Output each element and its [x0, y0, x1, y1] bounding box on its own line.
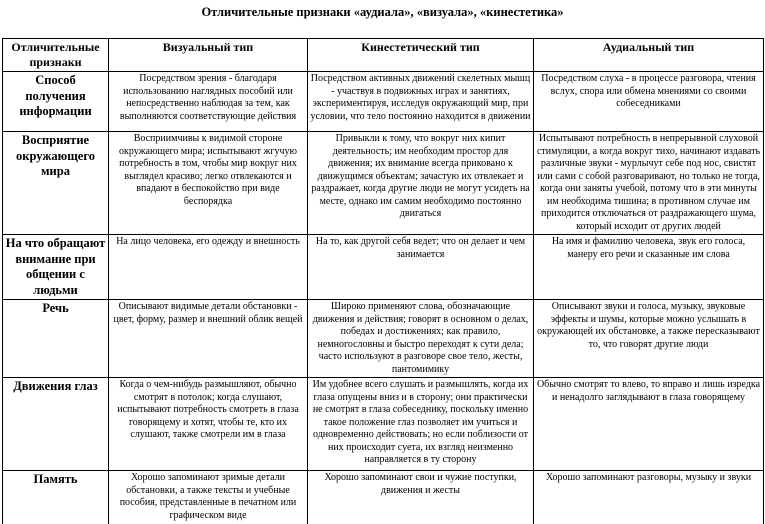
cell-kinesthetic: На то, как другой себя ведет; что он делает и чем занимается: [308, 235, 534, 300]
table-header-row: [3, 39, 764, 72]
cell-visual: Хорошо запоминают зримые детали обстановки, а также тексты и учебные пособия, представленные в печатном или графическом виде: [109, 471, 308, 524]
col-header-visual: Визуальный тип: [109, 39, 308, 72]
traits-table: [2, 38, 764, 524]
col-header-auditory: Аудиальный тип: [534, 39, 764, 72]
cell-kinesthetic: Широко применяют слова, обозначающие движения и действия; говорят в основном о делах, победах и достижениях; как правило, немногословны и быстро переходят к сути дела; часто используют в разговоре свое тело, жесты, пантомимику: [308, 300, 534, 378]
cell-visual: На лицо человека, его одежду и внешность: [109, 235, 308, 300]
cell-kinesthetic: Хорошо запоминают свои и чужие поступки, движения и жесты: [308, 471, 534, 524]
table-row-world-perception: [3, 132, 764, 235]
table-row-communication-attention: [3, 235, 764, 300]
row-feature-label: Речь: [3, 300, 109, 378]
cell-auditory: Обычно смотрят то влево, то вправо и лишь изредка и ненадолго заглядывают в глаза говорящему: [534, 378, 764, 471]
col-header-features: Отличительные признаки: [3, 39, 109, 72]
cell-visual: Описывают видимые детали обстановки - цвет, форму, размер и внешний облик вещей: [109, 300, 308, 378]
table-row-information-source: [3, 72, 764, 132]
col-header-kinesthetic: Кинестетический тип: [308, 39, 534, 72]
cell-visual: Когда о чем-нибудь размышляют, обычно смотрят в потолок; когда слушают, испытывают потребность смотреть в глаза говорящему и хотят, чтобы те, кто их слушают, также смотрели им в глаза: [109, 378, 308, 471]
cell-auditory: Посредством слуха - в процессе разговора, чтения вслух, спора или обмена мнениями со своими собеседниками: [534, 72, 764, 132]
row-feature-label: Движения глаз: [3, 378, 109, 471]
cell-auditory: На имя и фамилию человека, звук его голоса, манеру его речи и сказанные им слова: [534, 235, 764, 300]
cell-auditory: Хорошо запоминают разговоры, музыку и звуки: [534, 471, 764, 524]
table-row-speech: [3, 300, 764, 378]
cell-kinesthetic: Привыкли к тому, что вокруг них кипит деятельность; им необходим простор для движения; их внимание всегда приковано к движущимся объектам; зачастую их отвлекает и раздражает, когда другие люди не могут усидеть на месте, однако им самим необходимо постоянно двигаться: [308, 132, 534, 235]
row-feature-label: Память: [3, 471, 109, 524]
row-feature-label: Способ получения информации: [3, 72, 109, 132]
table-row-eye-movements: [3, 378, 764, 471]
cell-kinesthetic: Посредством активных движений скелетных мышц - участвуя в подвижных играх и занятиях, экспериментируя, исследуя окружающий мир, при условии, что тело постоянно находится в движении: [308, 72, 534, 132]
cell-visual: Посредством зрения - благодаря использованию наглядных пособий или непосредственно наблюдая за тем, как выполняются соответствующие действия: [109, 72, 308, 132]
cell-kinesthetic: Им удобнее всего слушать и размышлять, когда их глаза опущены вниз и в сторону; они практически не смотрят в глаза собеседнику, поскольку именно такое положение глаз позволяет им учиться и одновременно действовать; но если поблизости от них происходит суета, их взгляд неизменно направляется в ту сторону: [308, 378, 534, 471]
row-feature-label: На что обращают внимание при общении с людьми: [3, 235, 109, 300]
page-title: Отличительные признаки «аудиала», «визуала», «кинестетика»: [201, 5, 564, 19]
cell-visual: Восприимчивы к видимой стороне окружающего мира; испытывают жгучую потребность в том, чтобы мир вокруг них выглядел красиво; легко отвлекаются и впадают в беспокойство при виде беспорядка: [109, 132, 308, 235]
document-page: [0, 5, 765, 524]
row-feature-label: Восприятие окружающего мира: [3, 132, 109, 235]
cell-auditory: Испытывают потребность в непрерывной слуховой стимуляции, а когда вокруг тихо, начинают издавать различные звуки - мурлычут себе под нос, свистят или сами с собой разговаривают, но только не тогда, когда они заняты учебой, потому что в эти минуты им необходима тишина; в противном случае им приходится отключаться от раздражающего шума, который исходит от других людей: [534, 132, 764, 235]
table-row-memory: [3, 471, 764, 524]
cell-auditory: Описывают звуки и голоса, музыку, звуковые эффекты и шумы, которые можно услышать в окружающей их обстановке, а также пересказывают то, что говорят другие люди: [534, 300, 764, 378]
